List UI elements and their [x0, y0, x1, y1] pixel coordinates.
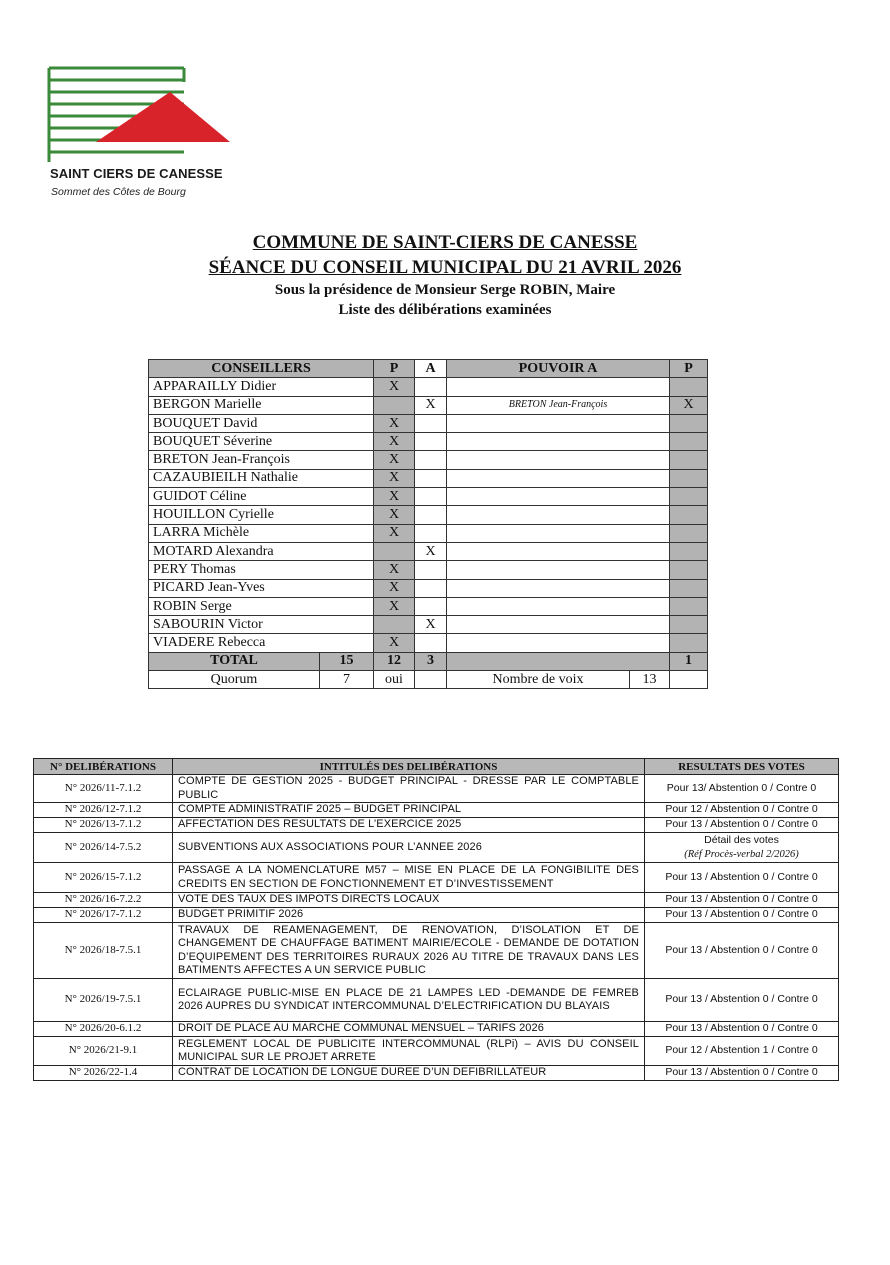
councillor-name: ROBIN Serge — [149, 597, 374, 615]
delib-number: N° 2026/14-7.5.2 — [34, 833, 173, 863]
table-row — [149, 396, 708, 414]
absent-mark — [415, 506, 447, 524]
table-row — [34, 923, 839, 979]
absent-mark — [415, 414, 447, 432]
delib-result — [645, 1066, 839, 1081]
table-row — [149, 488, 708, 506]
table-row — [149, 579, 708, 597]
absent-mark: X — [415, 542, 447, 560]
delib-title: AFFECTATION DES RESULTATS DE L’EXERCICE 2025 — [173, 818, 645, 833]
councillor-name: GUIDOT Céline — [149, 488, 374, 506]
delib-result — [645, 923, 839, 979]
present-mark: X — [374, 469, 415, 487]
proxy-holder — [447, 524, 670, 542]
vote-result: Pour 13 / Abstention 0 / Contre 0 — [665, 818, 818, 831]
voix-label: Nombre de voix — [447, 671, 630, 689]
delib-number: N° 2026/22-1.4 — [34, 1066, 173, 1081]
proxy-holder — [447, 597, 670, 615]
table-row — [149, 506, 708, 524]
deliberations-header-row — [34, 759, 839, 775]
table-row — [149, 616, 708, 634]
vote-result: Pour 13 / Abstention 0 / Contre 0 — [665, 1022, 818, 1035]
proxy-holder — [447, 561, 670, 579]
absent-mark — [415, 451, 447, 469]
delib-title: CONTRAT DE LOCATION DE LONGUE DUREE D’UN DEFIBRILLATEUR — [173, 1066, 645, 1081]
proxy-holder: BRETON Jean-François — [447, 396, 670, 414]
present-mark: X — [374, 488, 415, 506]
table-row — [34, 979, 839, 1022]
table-row — [34, 908, 839, 923]
vote-result: Pour 12 / Abstention 0 / Contre 0 — [665, 803, 818, 816]
delib-number: N° 2026/18-7.5.1 — [34, 923, 173, 979]
delib-title: REGLEMENT LOCAL DE PUBLICITE INTERCOMMUNAL (RLPi) – AVIS DU CONSEIL MUNICIPAL SUR LE PROJET ARRETE — [173, 1037, 645, 1066]
present-mark: X — [374, 378, 415, 396]
proxy-holder — [447, 414, 670, 432]
col-delib-result: RESULTATS DES VOTES — [645, 759, 839, 775]
table-row — [34, 893, 839, 908]
table-row — [149, 433, 708, 451]
deliberations-table — [33, 758, 839, 1081]
delib-number: N° 2026/21-9.1 — [34, 1037, 173, 1066]
delib-title: COMPTE DE GESTION 2025 - BUDGET PRINCIPAL - DRESSE PAR LE COMPTABLE PUBLIC — [173, 775, 645, 803]
councillor-name: MOTARD Alexandra — [149, 542, 374, 560]
proxy-holder — [447, 616, 670, 634]
vote-result: Pour 13 / Abstention 0 / Contre 0 — [665, 993, 818, 1006]
col-conseillers: CONSEILLERS — [149, 360, 374, 378]
delib-number: N° 2026/16-7.2.2 — [34, 893, 173, 908]
absent-mark — [415, 488, 447, 506]
proxy-present-mark — [670, 542, 708, 560]
proxy-holder — [447, 506, 670, 524]
delib-title: SUBVENTIONS AUX ASSOCIATIONS POUR L’ANNEE 2026 — [173, 833, 645, 863]
proxy-present-mark — [670, 524, 708, 542]
table-row — [34, 1022, 839, 1037]
table-row — [149, 542, 708, 560]
present-mark: X — [374, 451, 415, 469]
vote-result: Pour 13 / Abstention 0 / Contre 0 — [665, 943, 818, 956]
voix-blank — [670, 671, 708, 689]
page-title: COMMUNE DE SAINT-CIERS DE CANESSE — [252, 232, 638, 253]
delib-title: TRAVAUX DE REAMENAGEMENT, DE RENOVATION, D’ISOLATION ET DE CHANGEMENT DE CHAUFFAGE BATIMENT MAIRIE/ECOLE - DEMANDE DE DOTATION D’EQUIPEMENT DES TERRITOIRES RURAUX 2026 AU TITRE DE TRAVAUX DANS LES BATIMENTS AFFECTES A UN SERVICE PUBLIC — [173, 923, 645, 979]
delib-result — [645, 775, 839, 803]
table-row — [149, 414, 708, 432]
councillor-name: BOUQUET David — [149, 414, 374, 432]
quorum-blank — [415, 671, 447, 689]
present-mark: X — [374, 597, 415, 615]
table-row — [149, 597, 708, 615]
voix-count: 13 — [630, 671, 670, 689]
vote-result: Pour 13/ Abstention 0 / Contre 0 — [666, 781, 817, 794]
absent-mark — [415, 524, 447, 542]
absent-mark — [415, 597, 447, 615]
councillor-name: BERGON Marielle — [149, 396, 374, 414]
present-mark — [374, 396, 415, 414]
col-pouvoir: POUVOIR A — [447, 360, 670, 378]
table-row — [149, 451, 708, 469]
absent-mark — [415, 469, 447, 487]
councillor-name: APPARAILLY Didier — [149, 378, 374, 396]
proxy-holder — [447, 451, 670, 469]
presidency-line: Sous la présidence de Monsieur Serge ROBIN, Maire — [274, 282, 616, 298]
councillor-name: VIADERE Rebecca — [149, 634, 374, 652]
table-row — [34, 833, 839, 863]
total-pouvoir-blank — [447, 652, 670, 670]
proxy-present-mark — [670, 634, 708, 652]
present-mark: X — [374, 506, 415, 524]
delib-result — [645, 803, 839, 818]
proxy-present-mark — [670, 433, 708, 451]
delib-number: N° 2026/13-7.1.2 — [34, 818, 173, 833]
delib-number: N° 2026/15-7.1.2 — [34, 863, 173, 893]
absent-mark: X — [415, 616, 447, 634]
proxy-present-mark — [670, 414, 708, 432]
table-row — [149, 378, 708, 396]
delib-number: N° 2026/19-7.5.1 — [34, 979, 173, 1022]
delib-result — [645, 893, 839, 908]
logo-name: SAINT CIERS DE CANESSE — [50, 166, 223, 181]
attendance-table — [148, 359, 708, 689]
delib-result — [645, 818, 839, 833]
table-row — [34, 803, 839, 818]
proxy-holder — [447, 488, 670, 506]
proxy-present-mark — [670, 597, 708, 615]
delib-title: ECLAIRAGE PUBLIC-MISE EN PLACE DE 21 LAMPES LED -DEMANDE DE FEMREB 2026 AUPRES DU SYNDICAT INTERCOMMUNAL D’ELECTRIFICATION DU BLAYAIS — [173, 979, 645, 1022]
vote-result: Pour 13 / Abstention 0 / Contre 0 — [665, 908, 818, 921]
councillor-name: LARRA Michèle — [149, 524, 374, 542]
vote-result: Pour 13 / Abstention 0 / Contre 0 — [665, 870, 818, 883]
delib-number: N° 2026/11-7.1.2 — [34, 775, 173, 803]
delib-title: DROIT DE PLACE AU MARCHE COMMUNAL MENSUEL – TARIFS 2026 — [173, 1022, 645, 1037]
delib-number: N° 2026/17-7.1.2 — [34, 908, 173, 923]
delib-title: PASSAGE A LA NOMENCLATURE M57 – MISE EN PLACE DE LA FONGIBILITE DES CREDITS EN SECTION DE FONCTIONNEMENT ET D’INVESTISSEMENT — [173, 863, 645, 893]
attendance-header-row — [149, 360, 708, 378]
proxy-present-mark — [670, 616, 708, 634]
absent-mark — [415, 378, 447, 396]
table-row — [34, 1037, 839, 1066]
table-row — [149, 561, 708, 579]
present-mark: X — [374, 414, 415, 432]
delib-result — [645, 833, 839, 863]
absent-mark — [415, 579, 447, 597]
councillor-name: SABOURIN Victor — [149, 616, 374, 634]
delib-result — [645, 979, 839, 1022]
vote-result: Pour 12 / Abstention 1 / Contre 0 — [665, 1044, 818, 1057]
present-mark: X — [374, 524, 415, 542]
absent-mark — [415, 433, 447, 451]
councillor-name: BRETON Jean-François — [149, 451, 374, 469]
proxy-holder — [447, 378, 670, 396]
col-present: P — [374, 360, 415, 378]
proxy-present-mark — [670, 451, 708, 469]
delib-result — [645, 908, 839, 923]
vote-result: Pour 13 / Abstention 0 / Contre 0 — [665, 893, 818, 906]
delib-title: COMPTE ADMINISTRATIF 2025 – BUDGET PRINCIPAL — [173, 803, 645, 818]
table-row — [34, 1066, 839, 1081]
total-count: 15 — [320, 652, 374, 670]
delib-result — [645, 1037, 839, 1066]
councillor-name: CAZAUBIEILH Nathalie — [149, 469, 374, 487]
col-pouvoir-present: P — [670, 360, 708, 378]
table-row — [34, 775, 839, 803]
absent-mark — [415, 634, 447, 652]
col-delib-title: INTITULÉS DES DELIBÉRATIONS — [173, 759, 645, 775]
councillor-name: PERY Thomas — [149, 561, 374, 579]
quorum-value: oui — [374, 671, 415, 689]
proxy-holder — [447, 579, 670, 597]
col-delib-num: N° DELIBÉRATIONS — [34, 759, 173, 775]
proxy-holder — [447, 542, 670, 560]
total-label: TOTAL — [149, 652, 320, 670]
delib-number: N° 2026/20-6.1.2 — [34, 1022, 173, 1037]
present-mark: X — [374, 561, 415, 579]
total-present: 12 — [374, 652, 415, 670]
list-subtitle: Liste des délibérations examinées — [338, 302, 552, 318]
total-pouvoir-present: 1 — [670, 652, 708, 670]
table-row — [149, 524, 708, 542]
present-mark: X — [374, 433, 415, 451]
councillor-name: BOUQUET Séverine — [149, 433, 374, 451]
delib-number: N° 2026/12-7.1.2 — [34, 803, 173, 818]
delib-title: VOTE DES TAUX DES IMPOTS DIRECTS LOCAUX — [173, 893, 645, 908]
proxy-present-mark — [670, 378, 708, 396]
proxy-present-mark — [670, 488, 708, 506]
councillor-name: PICARD Jean-Yves — [149, 579, 374, 597]
table-row — [149, 469, 708, 487]
attendance-total-row — [149, 652, 708, 670]
logo-tagline: Sommet des Côtes de Bourg — [51, 186, 186, 198]
delib-result — [645, 1022, 839, 1037]
delib-title: BUDGET PRIMITIF 2026 — [173, 908, 645, 923]
present-mark: X — [374, 579, 415, 597]
present-mark — [374, 542, 415, 560]
attendance-quorum-row — [149, 671, 708, 689]
vote-result-reference: (Réf Procès-verbal 2/2026) — [684, 848, 799, 860]
proxy-holder — [447, 634, 670, 652]
delib-result — [645, 863, 839, 893]
table-row — [34, 863, 839, 893]
vote-result: Pour 13 / Abstention 0 / Contre 0 — [665, 1066, 818, 1079]
proxy-present-mark — [670, 506, 708, 524]
absent-mark: X — [415, 396, 447, 414]
table-row — [149, 634, 708, 652]
quorum-label: Quorum — [149, 671, 320, 689]
col-absent: A — [415, 360, 447, 378]
proxy-present-mark — [670, 561, 708, 579]
quorum-count: 7 — [320, 671, 374, 689]
present-mark: X — [374, 634, 415, 652]
present-mark — [374, 616, 415, 634]
proxy-present-mark — [670, 579, 708, 597]
proxy-holder — [447, 433, 670, 451]
proxy-present-mark — [670, 469, 708, 487]
table-row — [34, 818, 839, 833]
absent-mark — [415, 561, 447, 579]
councillor-name: HOUILLON Cyrielle — [149, 506, 374, 524]
vote-result: Détail des votes — [704, 834, 779, 846]
proxy-present-mark: X — [670, 396, 708, 414]
total-absent: 3 — [415, 652, 447, 670]
session-title: SÉANCE DU CONSEIL MUNICIPAL DU 21 AVRIL 2026 — [208, 257, 682, 278]
proxy-holder — [447, 469, 670, 487]
